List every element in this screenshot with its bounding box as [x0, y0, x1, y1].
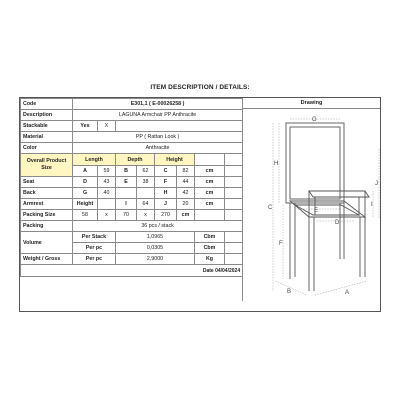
dim-e-value: 38 [137, 177, 155, 188]
back-label: Back [21, 188, 73, 199]
weight-pc-label: Per pc [73, 254, 116, 265]
drawing-letter-d: D [335, 220, 340, 226]
document-title: ITEM DESCRIPTION / DETAILS: [150, 84, 250, 91]
material-value: PP ( Rattan Look ) [73, 132, 243, 143]
dim-h-letter: H [155, 188, 177, 199]
dim-a-letter: A [73, 166, 98, 177]
row-seat [21, 177, 243, 188]
packing-size-v2: 70 [116, 210, 137, 221]
overall-size-label: Overall Product Size [21, 154, 73, 177]
depth-header: Depth [116, 154, 155, 166]
volume-stack-unit: Cbm [195, 232, 225, 243]
stackable-blank [116, 121, 243, 132]
dim-c-letter: C [155, 166, 177, 177]
drawing-letter-i: I [371, 202, 373, 208]
row-weight [21, 254, 243, 265]
armrest-unit: cm [195, 199, 225, 210]
color-value: Anthracite [73, 143, 243, 154]
drawing-letter-h: H [274, 161, 279, 167]
row-overall-header [21, 154, 243, 166]
row-description [21, 110, 243, 121]
overall-header-blank-2 [225, 154, 243, 166]
packing-label: Packing [21, 221, 73, 232]
volume-pc-unit: Cbm [195, 243, 225, 254]
packing-size-v3: 270 [155, 210, 177, 221]
back-blank-3 [225, 188, 243, 199]
drawing-header: Drawing [242, 98, 380, 109]
dim-h-value: 42 [177, 188, 195, 199]
row-packing-size [21, 210, 243, 221]
drawing-letter-a: A [345, 290, 350, 296]
dim-b-value: 62 [137, 166, 155, 177]
seat-blank [225, 177, 243, 188]
packing-value: 36 pcs / stack [73, 221, 243, 232]
material-label: Material [21, 132, 73, 143]
packing-size-x2: x [137, 210, 155, 221]
weight-value: 2,9000 [116, 254, 195, 265]
dimension-lines [273, 119, 379, 295]
row-material [21, 132, 243, 143]
dim-f-value: 44 [177, 177, 195, 188]
description-label: Description [21, 110, 73, 121]
packing-size-x1: x [98, 210, 116, 221]
packing-size-unit: cm [177, 210, 195, 221]
armrest-blank-2 [225, 199, 243, 210]
dim-i-value: 64 [137, 199, 155, 210]
spec-sheet [19, 97, 381, 312]
row-stackable [21, 121, 243, 132]
row-volume-stack [21, 232, 243, 243]
dim-j-letter: J [155, 199, 177, 210]
row-armrest [21, 199, 243, 210]
volume-label: Volume [21, 232, 73, 254]
row-color [21, 143, 243, 154]
volume-pc-label: Per pc [73, 243, 116, 254]
dim-i-letter: I [116, 199, 137, 210]
armrest-label: Armrest [21, 199, 73, 210]
overall-header-blank [195, 154, 225, 166]
description-value: LAGUNA Armchair PP Anthracite [73, 110, 243, 121]
dim-b-letter: B [116, 166, 137, 177]
packing-size-blank-2 [225, 210, 243, 221]
weight-unit: Kg [195, 254, 225, 265]
chair-outline [286, 123, 369, 291]
row-back [21, 188, 243, 199]
drawing-letter-f: F [279, 241, 283, 247]
height-header: Height [155, 154, 195, 166]
spec-table [20, 98, 243, 277]
armrest-blank-1 [98, 199, 116, 210]
row-packing [21, 221, 243, 232]
dim-j-value: 20 [177, 199, 195, 210]
dim-d-value: 43 [98, 177, 116, 188]
row-date [21, 265, 243, 277]
color-label: Color [21, 143, 73, 154]
dim-a-value: 59 [98, 166, 116, 177]
back-blank-2 [137, 188, 155, 199]
volume-stack-blank [225, 232, 243, 243]
drawing-letter-j: J [375, 181, 378, 187]
weight-blank [225, 254, 243, 265]
dim-e-letter: E [116, 177, 137, 188]
code-value: E301,1 ( E-00026258 ) [73, 99, 243, 110]
drawing-letter-g: G [312, 117, 317, 123]
stackable-label: Stackable [21, 121, 73, 132]
volume-stack-label: Per Stack [73, 232, 116, 243]
dim-f-letter: F [155, 177, 177, 188]
packing-size-label: Packing Size [21, 210, 73, 221]
armrest-height-label: Height [73, 199, 98, 210]
dim-g-letter: G [73, 188, 98, 199]
row-code [21, 99, 243, 110]
back-blank-1 [116, 188, 137, 199]
weight-label: Weight / Gross [21, 254, 73, 265]
dim-d-letter: D [73, 177, 98, 188]
stackable-yes: Yes [73, 121, 98, 132]
overall-blank [225, 166, 243, 177]
volume-pc-value: 0,0305 [116, 243, 195, 254]
chair-drawing [243, 109, 381, 301]
packing-size-v1: 58 [73, 210, 98, 221]
drawing-letter-b: B [287, 289, 292, 295]
length-header: Length [73, 154, 116, 166]
dim-g-value: 40 [98, 188, 116, 199]
stackable-mark: X [98, 121, 116, 132]
packing-size-blank-1 [195, 210, 225, 221]
volume-stack-value: 1,0965 [116, 232, 195, 243]
code-label: Code [21, 99, 73, 110]
overall-unit: cm [195, 166, 225, 177]
drawing-area [242, 109, 380, 301]
seat-unit: cm [195, 177, 225, 188]
dim-c-value: 82 [177, 166, 195, 177]
back-unit: cm [195, 188, 225, 199]
drawing-letter-c: C [268, 205, 273, 211]
drawing-letter-e: E [314, 208, 319, 214]
document-date: Date 04/04/2024 [21, 265, 243, 277]
volume-pc-blank [225, 243, 243, 254]
seat-label: Seat [21, 177, 73, 188]
